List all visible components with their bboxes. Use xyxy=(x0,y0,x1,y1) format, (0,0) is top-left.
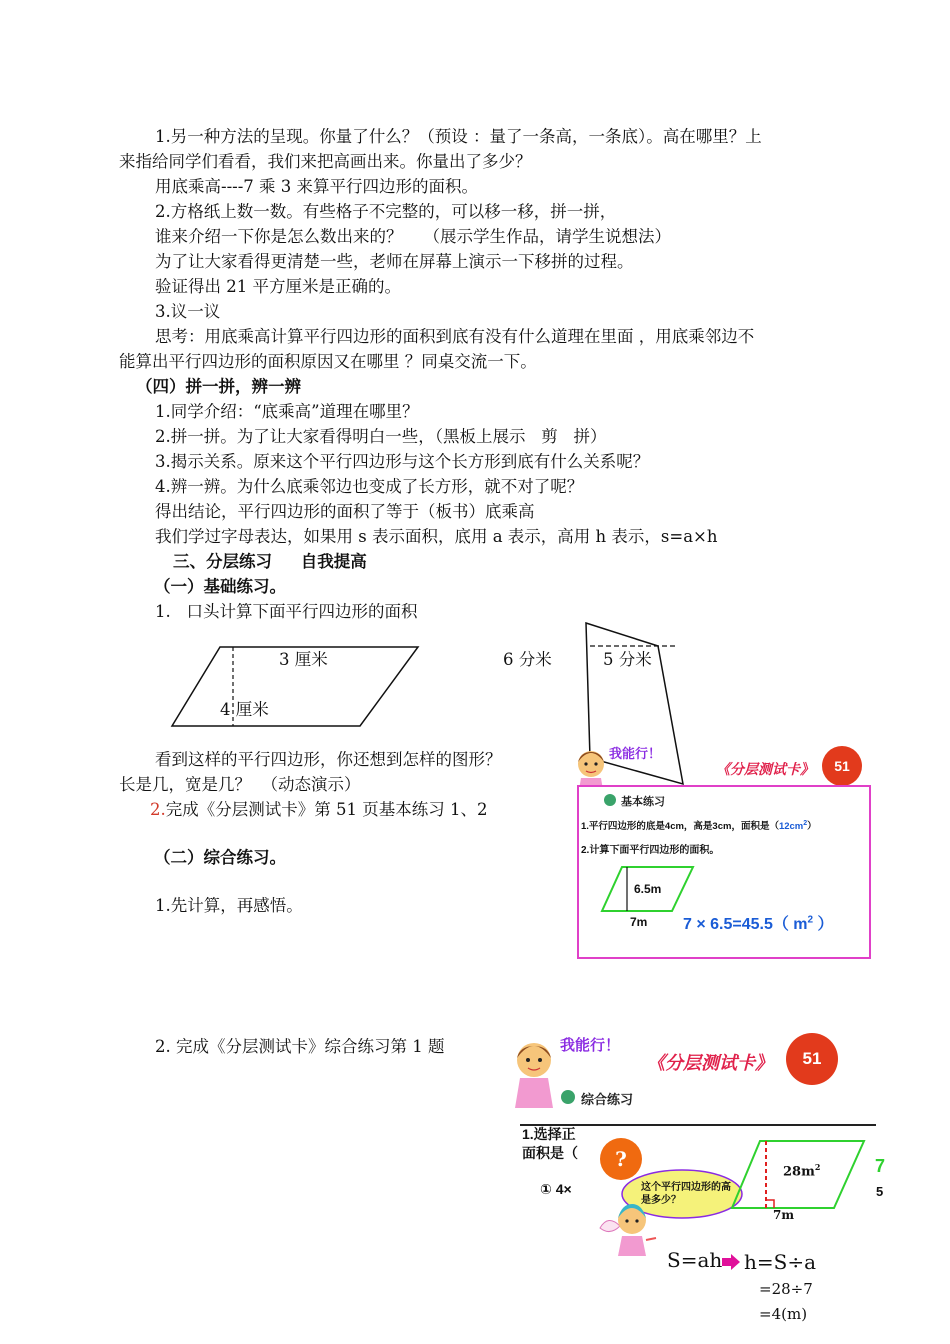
text-line: 验证得出 21 平方厘米是正确的。 xyxy=(155,277,401,296)
question-close: ） xyxy=(807,821,817,832)
text-line: 我们学过字母表达，如果用 s 表示面积，底用 a 表示，高用 h 表示，s=a×h xyxy=(155,527,718,546)
partial-text: 5 xyxy=(876,1184,884,1199)
section-heading: （四）拼一拼，辨一辨 xyxy=(136,377,301,396)
section-heading: 三、分层练习 自我提高 xyxy=(173,552,367,571)
formula: S=ah xyxy=(667,1248,723,1272)
bubble-text: 这个平行四边形的高是多少？ xyxy=(641,1182,731,1206)
slogan-text: 我能行！ xyxy=(560,1037,621,1054)
area-label xyxy=(783,1162,820,1179)
card-title: 《分层测试卡》 xyxy=(647,1053,773,1074)
height-label: 6.5m xyxy=(634,882,662,896)
text-line: 能算出平行四边形的面积原因又在哪里 ？同桌交流一下。 xyxy=(119,352,537,371)
section-heading: （二）综合练习。 xyxy=(154,848,286,867)
slogan-text: 我能行！ xyxy=(609,746,662,761)
text-line: 1.同学介绍：“底乘高”道理在哪里？ xyxy=(155,402,419,421)
girl-icon xyxy=(508,1036,560,1110)
question-2: 2.计算下面平行四边形的面积。 xyxy=(581,845,720,856)
answer-sup: 2 xyxy=(807,914,814,926)
text-line: 看到这样的平行四边形，你还想到怎样的图形？ xyxy=(155,750,502,769)
question-text: 1.平行四边形的底是4cm，高是3cm，面积是（ xyxy=(581,821,779,832)
play-icon xyxy=(561,1090,575,1104)
angel-icon xyxy=(598,1196,660,1262)
question-text: 1.选择正 xyxy=(522,1126,576,1142)
option-text: ① 4× xyxy=(540,1181,572,1197)
answer-formula xyxy=(683,911,834,934)
text-line: 谁来介绍一下你是怎么数出来的？ （展示学生作品，请学生说想法） xyxy=(155,227,671,246)
figure-side-label: 6 分米 xyxy=(503,650,552,669)
base-label: 7m xyxy=(630,915,648,929)
question-1 xyxy=(581,818,817,832)
section-label: 综合练习 xyxy=(581,1092,634,1107)
text-line: 3.揭示关系。原来这个平行四边形与这个长方形到底有什么关系呢？ xyxy=(155,452,650,471)
text-line xyxy=(150,799,487,821)
text-line: 2.方格纸上数一数。有些格子不完整的，可以移一移，拼一拼， xyxy=(155,202,617,221)
section-label: 基本练习 xyxy=(621,796,665,808)
answer-text: 12cm xyxy=(778,821,804,832)
formula: =28÷7 xyxy=(759,1280,813,1298)
area-text: 28m xyxy=(783,1164,815,1180)
text-line: 1. 口头计算下面平行四边形的面积 xyxy=(155,602,418,621)
text-line: 1.另一种方法的呈现。你量了什么？（预设 ：量了一条高，一条底）。高在哪里？上 xyxy=(155,127,762,146)
item-number: 2. xyxy=(150,800,166,819)
arrow-icon xyxy=(722,1254,742,1270)
text-line: 得出结论，平行四边形的面积了等于（板书）底乘高 xyxy=(155,502,535,521)
text-line: 思考：用底乘高计算平行四边形的面积到底有没有什么道理在里面 ，用底乘邻边不 xyxy=(155,327,755,346)
section-heading: （一）基础练习。 xyxy=(154,577,286,596)
formula: =4(m) xyxy=(759,1305,808,1323)
item-text: 完成《分层测试卡》第 51 页基本练习 1、2 xyxy=(165,800,488,819)
text-line: 2. 完成《分层测试卡》综合练习第 1 题 xyxy=(155,1037,445,1056)
page-badge: 51 xyxy=(822,746,862,786)
text-line: 长是几，宽是几？ （动态演示） xyxy=(119,775,361,794)
area-sup: 2 xyxy=(814,1162,821,1172)
base-label: 7m xyxy=(773,1208,795,1222)
text-line: 为了让大家看得更清楚一些，老师在屏幕上演示一下移拼的过程。 xyxy=(155,252,634,271)
answer-sup: 2 xyxy=(803,819,808,827)
answer-text: 7 × 6.5=45.5（ m xyxy=(683,916,808,933)
partial-text: 7 xyxy=(875,1156,886,1176)
text-line: 2.拼一拼。为了让大家看得明白一些，（黑板上展示 剪 拼） xyxy=(155,427,607,446)
figure-base-label: 3 厘米 xyxy=(279,650,328,669)
formula: h=S÷a xyxy=(744,1250,817,1274)
page-badge: 51 xyxy=(786,1033,838,1085)
question-mark-icon: ? xyxy=(600,1138,642,1180)
text-line: 3.议一议 xyxy=(155,302,221,321)
text-line: 1.先计算，再感悟。 xyxy=(155,896,303,915)
figure-height-label: 5 分米 xyxy=(603,650,652,669)
text-line: 用底乘高----7 乘 3 来算平行四边形的面积。 xyxy=(155,177,479,196)
card-title: 《分层测试卡》 xyxy=(716,762,814,778)
question-text: 面积是（ xyxy=(522,1145,578,1161)
figure-height-label: 4 厘米 xyxy=(220,700,269,719)
text-line: 来指给同学们看看，我们来把高画出来。你量出了多少？ xyxy=(119,152,532,171)
text-line: 4.辨一辨。为什么底乘邻边也变成了长方形，就不对了呢？ xyxy=(155,477,584,496)
play-icon xyxy=(604,794,616,806)
answer-close: ） xyxy=(813,916,834,933)
